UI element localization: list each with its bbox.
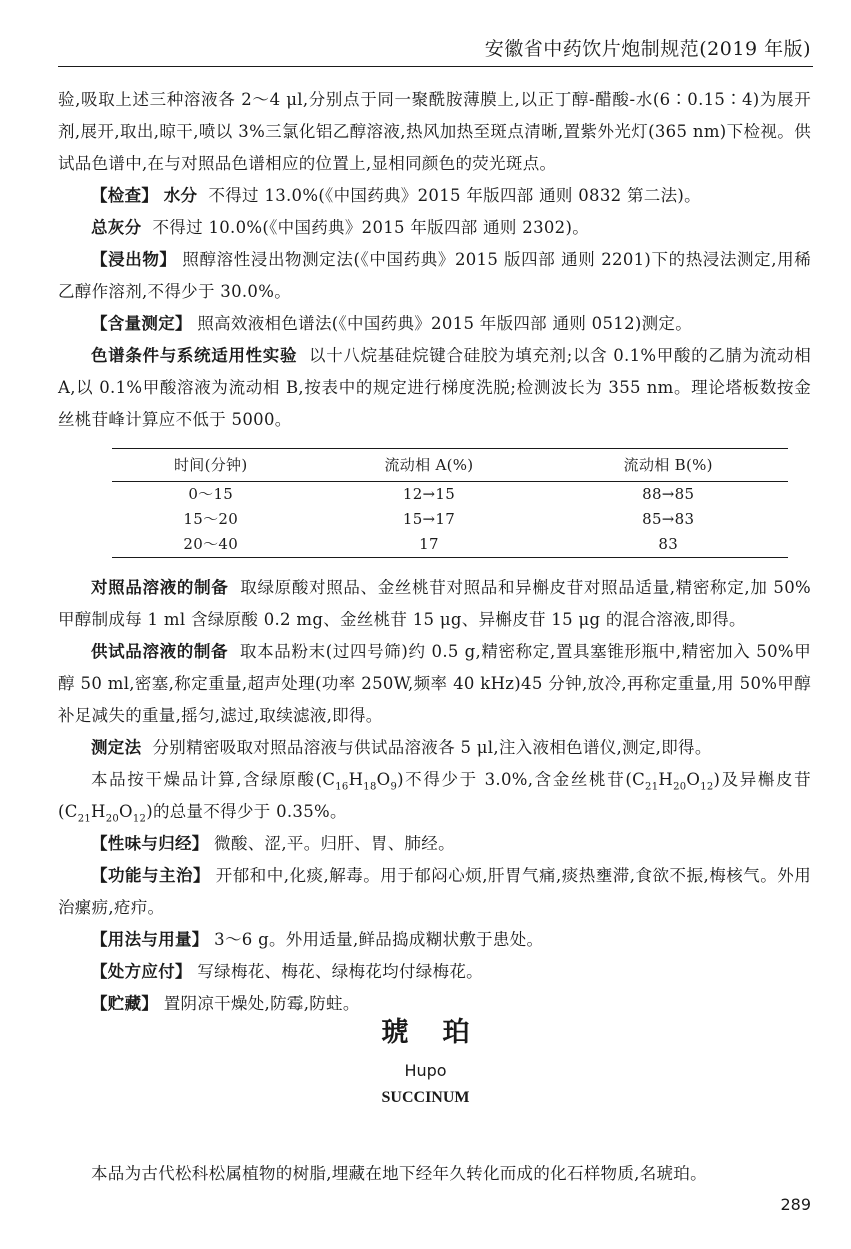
paragraph-reference-solution — [58, 572, 811, 636]
section-label-storage: 【贮藏】 — [91, 994, 159, 1013]
moisture-text: 不得过 13.0%(《中国药典》2015 年版四部 通则 0832 第二法)。 — [208, 186, 701, 205]
gradient-elution-table — [112, 448, 788, 558]
formula-subscript: 9 — [390, 781, 398, 793]
monograph-description: 本品为古代松科松属植物的树脂,埋藏在地下经年久转化而成的化石样物质,名琥珀。 — [91, 1164, 707, 1183]
gradient-table-container — [112, 448, 788, 558]
formula-isoquercitrin — [64, 802, 147, 825]
content-text-part-1: 本品按干燥品计算,含绿原酸( — [91, 770, 323, 789]
paragraph-test-solution — [58, 636, 811, 732]
header-divider — [58, 66, 813, 67]
formula-subscript: 16 — [335, 781, 349, 793]
formula-subscript: 21 — [77, 813, 92, 825]
prescription-text: 写绿梅花、梅花、绿梅花均付绿梅花。 — [197, 962, 483, 981]
sub-label-reference-solution: 对照品溶液的制备 — [91, 578, 229, 597]
monograph-pinyin: Hupo — [404, 1061, 447, 1080]
formula-subscript: 21 — [645, 781, 659, 793]
table-cell: 20～40 — [112, 532, 309, 558]
table-cell: 85→83 — [642, 510, 695, 528]
formula-element: C — [632, 770, 646, 789]
section-label-extract: 【浸出物】 — [91, 250, 177, 269]
formula-subscript: 18 — [363, 781, 377, 793]
formula-subscript: 20 — [105, 813, 120, 825]
formula-subscript: 20 — [673, 781, 687, 793]
monograph-title: 琥珀 — [381, 1017, 504, 1048]
sub-label-total-ash: 总灰分 — [91, 218, 142, 237]
content-text-part-3: )及异槲皮苷( — [58, 770, 811, 821]
formula-subscript: 12 — [700, 781, 714, 793]
paragraph-identification-continued: 验,吸取上述三种溶液各 2～4 μl,分别点于同一聚酰胺薄膜上,以正丁醇-醋酸-水(6∶0.15∶4)为展开剂,展开,取出,晾干,喷以 3%三氯化铝乙醇溶液,热风加热至斑点清晰,置紫外光灯(365 nm)下检视。供试品色谱中,在与对照品色谱相应的位置上,显相同颜色的荧光斑点。 — [58, 90, 811, 173]
chromatographic-conditions-text: 以十八烷基硅烷键合硅胶为填充剂;以含 0.1%甲酸的乙腈为流动相 A,以 0.1%甲酸溶液为流动相 B,按表中的规定进行梯度洗脱;检测波长为 355 nm。理论塔板数按金丝桃苷峰计算应不低于 5000。 — [58, 346, 811, 429]
table-row — [112, 532, 788, 558]
formula-element: C — [64, 802, 78, 821]
nature-meridian-text: 微酸、涩,平。归肝、胃、肺经。 — [214, 834, 455, 853]
paragraph-chromatographic-conditions — [58, 340, 811, 436]
paragraph-moisture — [58, 180, 811, 212]
paragraph-content-limit — [58, 764, 811, 828]
section-label-prescription: 【处方应付】 — [91, 962, 192, 981]
monograph-latin-name: SUCCINUM — [381, 1089, 470, 1106]
extract-text: 照醇溶性浸出物测定法(《中国药典》2015 版四部 通则 2201)下的热浸法测定,用稀乙醇作溶剂,不得少于 30.0%。 — [58, 250, 811, 301]
test-solution-text: 取本品粉末(过四号筛)约 0.5 g,精密称定,置具塞锥形瓶中,精密加入 50%甲醇 50 ml,密塞,称定重量,超声处理(功率 250W,频率 40 kHz)45 分钟,放冷,再称定重量,用 50%甲醇补足减失的重量,摇匀,滤过,取续滤液,即得。 — [58, 642, 812, 725]
formula-element: H — [348, 770, 364, 789]
formula-element: H — [91, 802, 106, 821]
section-label-function-indication: 【功能与主治】 — [91, 866, 210, 885]
section-label-assay: 【含量测定】 — [91, 314, 192, 333]
content-text-part-4: )的总量不得少于 0.35%。 — [146, 802, 347, 821]
paragraph-assay — [58, 308, 811, 340]
section-label-usage-dosage: 【用法与用量】 — [91, 930, 209, 949]
table-header-phase-a: 流动相 A(%) — [309, 449, 548, 482]
table-header-row — [112, 449, 788, 482]
sub-label-test-solution: 供试品溶液的制备 — [91, 642, 229, 661]
procedure-text: 分别精密吸取对照品溶液与供试品溶液各 5 μl,注入液相色谱仪,测定,即得。 — [152, 738, 712, 757]
formula-element: O — [686, 770, 701, 789]
table-row — [112, 482, 788, 508]
paragraph-nature-meridian — [58, 828, 811, 860]
total-ash-text: 不得过 10.0%(《中国药典》2015 年版四部 通则 2302)。 — [152, 218, 590, 237]
paragraph-extract — [58, 244, 811, 308]
storage-text: 置阴凉干燥处,防霉,防蛀。 — [163, 994, 360, 1013]
table-cell: 15→17 — [402, 510, 456, 528]
assay-text: 照高效液相色谱法(《中国药典》2015 年版四部 通则 0512)测定。 — [197, 314, 693, 333]
reference-solution-text: 取绿原酸对照品、金丝桃苷对照品和异槲皮苷对照品适量,精密称定,加 50%甲醇制成每 1 ml 含绿原酸 0.2 mg、金丝桃苷 15 μg、异槲皮苷 15 μg 的混合溶液,即得。 — [58, 578, 811, 629]
paragraph-total-ash — [58, 212, 811, 244]
running-header-title: 安徽省中药饮片炮制规范(2019 年版) — [484, 38, 811, 60]
table-header-time: 时间(分钟) — [112, 449, 309, 482]
table-cell: 88→85 — [642, 485, 695, 503]
content-text-part-2: )不得少于 3.0%,含金丝桃苷( — [397, 770, 633, 789]
sub-label-moisture: 水分 — [163, 186, 198, 205]
sub-label-procedure: 测定法 — [91, 738, 142, 757]
table-cell: 83 — [548, 532, 788, 558]
table-row — [112, 507, 788, 532]
usage-dosage-text: 3～6 g。外用适量,鲜品捣成糊状敷于患处。 — [214, 930, 544, 949]
paragraph-function-indication — [58, 860, 811, 924]
formula-hyperoside — [632, 770, 714, 793]
formula-element: C — [322, 770, 336, 789]
table-cell: 17 — [309, 532, 548, 558]
table-header-phase-b: 流动相 B(%) — [548, 449, 788, 482]
table-cell: 0～15 — [188, 485, 234, 503]
table-cell: 15～20 — [183, 510, 239, 528]
formula-element: O — [119, 802, 133, 821]
section-label-check: 【检查】 — [91, 186, 159, 205]
formula-subscript: 12 — [132, 813, 147, 825]
page-number: 289 — [780, 1195, 811, 1214]
formula-chlorogenic-acid — [322, 770, 398, 793]
function-indication-text: 开郁和中,化痰,解毒。用于郁闷心烦,肝胃气痛,痰热壅滞,食欲不振,梅核气。外用治瘰疬,疮疖。 — [58, 866, 811, 917]
paragraph-prescription — [58, 956, 811, 988]
section-label-nature-meridian: 【性味与归经】 — [91, 834, 209, 853]
paragraph-procedure — [58, 732, 811, 764]
formula-element: O — [376, 770, 391, 789]
table-cell: 12→15 — [402, 485, 456, 503]
paragraph-usage-dosage — [58, 924, 811, 956]
sub-label-chromatographic-conditions: 色谱条件与系统适用性实验 — [91, 346, 298, 365]
page-body — [58, 84, 811, 1020]
formula-element: H — [658, 770, 674, 789]
